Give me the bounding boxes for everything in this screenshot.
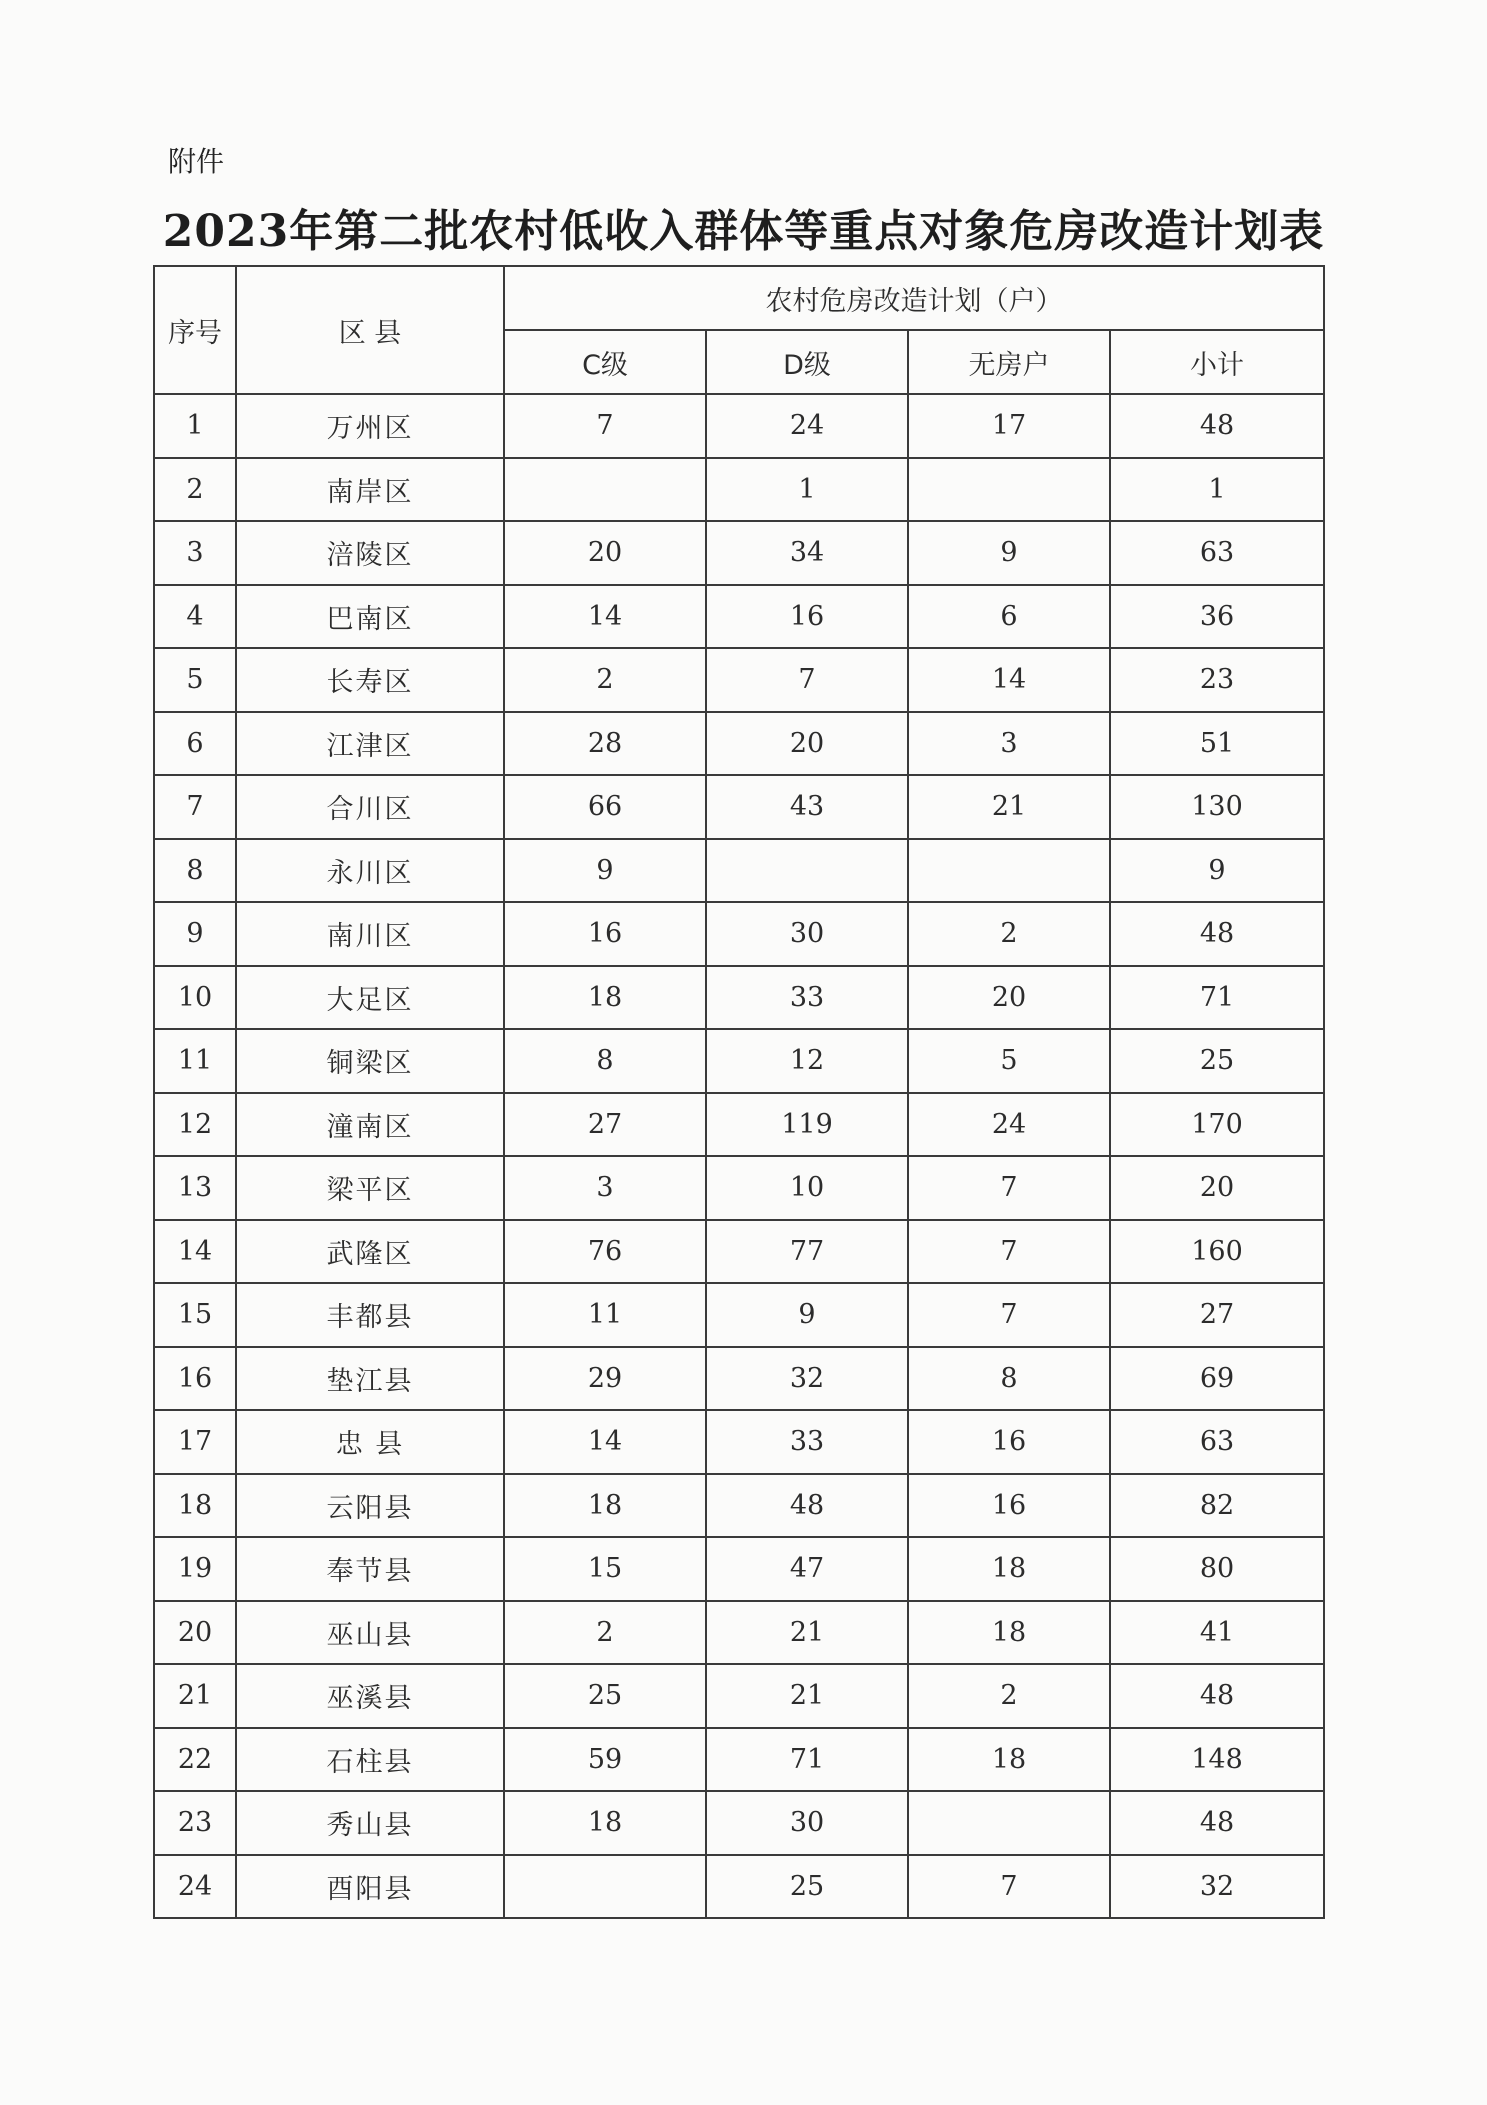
cell-d-level: 119 — [706, 1093, 908, 1157]
cell-index: 10 — [154, 966, 236, 1030]
cell-no-house — [908, 458, 1110, 522]
cell-county: 云阳县 — [236, 1474, 504, 1538]
header-no-house: 无房户 — [908, 330, 1110, 394]
cell-c-level: 8 — [504, 1029, 706, 1093]
cell-county: 奉节县 — [236, 1537, 504, 1601]
cell-county: 梁平区 — [236, 1156, 504, 1220]
cell-county: 酉阳县 — [236, 1855, 504, 1919]
cell-c-level: 3 — [504, 1156, 706, 1220]
cell-c-level: 18 — [504, 1474, 706, 1538]
cell-no-house: 3 — [908, 712, 1110, 776]
cell-no-house: 6 — [908, 585, 1110, 649]
cell-d-level: 34 — [706, 521, 908, 585]
page-title: 2023年第二批农村低收入群体等重点对象危房改造计划表 — [162, 206, 1325, 257]
cell-subtotal: 69 — [1110, 1347, 1324, 1411]
cell-d-level: 21 — [706, 1664, 908, 1728]
cell-no-house — [908, 839, 1110, 903]
header-county: 区 县 — [236, 266, 504, 394]
cell-d-level: 24 — [706, 394, 908, 458]
cell-d-level: 30 — [706, 902, 908, 966]
cell-subtotal: 71 — [1110, 966, 1324, 1030]
cell-d-level: 48 — [706, 1474, 908, 1538]
renovation-plan-table — [153, 265, 1325, 1919]
cell-d-level: 21 — [706, 1601, 908, 1665]
cell-c-level — [504, 1855, 706, 1919]
cell-d-level: 71 — [706, 1728, 908, 1792]
cell-county: 丰都县 — [236, 1283, 504, 1347]
cell-county: 石柱县 — [236, 1728, 504, 1792]
cell-c-level: 18 — [504, 966, 706, 1030]
cell-c-level: 2 — [504, 1601, 706, 1665]
table-row — [154, 1728, 1324, 1792]
cell-no-house: 20 — [908, 966, 1110, 1030]
table-row — [154, 1601, 1324, 1665]
cell-d-level: 10 — [706, 1156, 908, 1220]
cell-index: 20 — [154, 1601, 236, 1665]
cell-subtotal: 63 — [1110, 1410, 1324, 1474]
cell-index: 16 — [154, 1347, 236, 1411]
cell-index: 5 — [154, 648, 236, 712]
table-row — [154, 1283, 1324, 1347]
cell-index: 11 — [154, 1029, 236, 1093]
cell-subtotal: 63 — [1110, 521, 1324, 585]
cell-c-level: 18 — [504, 1791, 706, 1855]
cell-d-level: 1 — [706, 458, 908, 522]
cell-subtotal: 130 — [1110, 775, 1324, 839]
cell-no-house: 7 — [908, 1220, 1110, 1284]
cell-county: 武隆区 — [236, 1220, 504, 1284]
cell-c-level: 59 — [504, 1728, 706, 1792]
cell-c-level: 28 — [504, 712, 706, 776]
cell-no-house: 21 — [908, 775, 1110, 839]
cell-county: 长寿区 — [236, 648, 504, 712]
cell-no-house: 9 — [908, 521, 1110, 585]
cell-no-house: 16 — [908, 1474, 1110, 1538]
cell-no-house — [908, 1791, 1110, 1855]
cell-subtotal: 23 — [1110, 648, 1324, 712]
table-row — [154, 394, 1324, 458]
cell-county: 江津区 — [236, 712, 504, 776]
cell-no-house: 2 — [908, 1664, 1110, 1728]
cell-c-level: 27 — [504, 1093, 706, 1157]
table-row — [154, 712, 1324, 776]
cell-subtotal: 1 — [1110, 458, 1324, 522]
table-row — [154, 966, 1324, 1030]
cell-county: 巴南区 — [236, 585, 504, 649]
table-row — [154, 1474, 1324, 1538]
cell-c-level: 9 — [504, 839, 706, 903]
attachment-label: 附件 — [168, 145, 225, 178]
cell-index: 24 — [154, 1855, 236, 1919]
cell-index: 23 — [154, 1791, 236, 1855]
cell-c-level — [504, 458, 706, 522]
cell-subtotal: 160 — [1110, 1220, 1324, 1284]
cell-no-house: 14 — [908, 648, 1110, 712]
cell-subtotal: 20 — [1110, 1156, 1324, 1220]
cell-no-house: 18 — [908, 1537, 1110, 1601]
cell-index: 1 — [154, 394, 236, 458]
cell-no-house: 18 — [908, 1728, 1110, 1792]
cell-c-level: 66 — [504, 775, 706, 839]
table-row — [154, 902, 1324, 966]
cell-d-level: 43 — [706, 775, 908, 839]
table-row — [154, 458, 1324, 522]
table-row — [154, 1156, 1324, 1220]
cell-subtotal: 148 — [1110, 1728, 1324, 1792]
header-d-level: D级 — [706, 330, 908, 394]
cell-index: 22 — [154, 1728, 236, 1792]
cell-c-level: 14 — [504, 585, 706, 649]
cell-subtotal: 48 — [1110, 394, 1324, 458]
cell-no-house: 16 — [908, 1410, 1110, 1474]
table-row — [154, 1220, 1324, 1284]
header-c-level: C级 — [504, 330, 706, 394]
cell-d-level: 12 — [706, 1029, 908, 1093]
cell-d-level: 30 — [706, 1791, 908, 1855]
cell-d-level: 33 — [706, 966, 908, 1030]
cell-county: 大足区 — [236, 966, 504, 1030]
cell-c-level: 7 — [504, 394, 706, 458]
cell-d-level: 25 — [706, 1855, 908, 1919]
cell-county: 合川区 — [236, 775, 504, 839]
header-index: 序号 — [154, 266, 236, 394]
cell-county: 铜梁区 — [236, 1029, 504, 1093]
table-row — [154, 585, 1324, 649]
cell-subtotal: 36 — [1110, 585, 1324, 649]
table-row — [154, 1791, 1324, 1855]
table-row — [154, 1347, 1324, 1411]
table-row — [154, 521, 1324, 585]
cell-c-level: 25 — [504, 1664, 706, 1728]
cell-county: 垫江县 — [236, 1347, 504, 1411]
cell-subtotal: 82 — [1110, 1474, 1324, 1538]
cell-county: 巫溪县 — [236, 1664, 504, 1728]
cell-county: 南川区 — [236, 902, 504, 966]
cell-index: 18 — [154, 1474, 236, 1538]
cell-subtotal: 27 — [1110, 1283, 1324, 1347]
table-row — [154, 1664, 1324, 1728]
cell-index: 2 — [154, 458, 236, 522]
cell-subtotal: 48 — [1110, 1664, 1324, 1728]
cell-d-level: 7 — [706, 648, 908, 712]
cell-index: 14 — [154, 1220, 236, 1284]
cell-subtotal: 32 — [1110, 1855, 1324, 1919]
cell-county: 忠 县 — [236, 1410, 504, 1474]
cell-no-house: 7 — [908, 1156, 1110, 1220]
cell-county: 潼南区 — [236, 1093, 504, 1157]
cell-subtotal: 170 — [1110, 1093, 1324, 1157]
cell-county: 万州区 — [236, 394, 504, 458]
cell-no-house: 24 — [908, 1093, 1110, 1157]
cell-index: 15 — [154, 1283, 236, 1347]
cell-index: 7 — [154, 775, 236, 839]
cell-no-house: 7 — [908, 1855, 1110, 1919]
cell-index: 9 — [154, 902, 236, 966]
cell-subtotal: 80 — [1110, 1537, 1324, 1601]
header-subtotal: 小计 — [1110, 330, 1324, 394]
table-row — [154, 1410, 1324, 1474]
cell-subtotal: 9 — [1110, 839, 1324, 903]
cell-no-house: 8 — [908, 1347, 1110, 1411]
table-row — [154, 1537, 1324, 1601]
cell-no-house: 17 — [908, 394, 1110, 458]
cell-d-level: 16 — [706, 585, 908, 649]
cell-index: 19 — [154, 1537, 236, 1601]
cell-county: 巫山县 — [236, 1601, 504, 1665]
cell-no-house: 5 — [908, 1029, 1110, 1093]
cell-subtotal: 51 — [1110, 712, 1324, 776]
cell-d-level: 32 — [706, 1347, 908, 1411]
cell-c-level: 2 — [504, 648, 706, 712]
cell-d-level: 33 — [706, 1410, 908, 1474]
cell-county: 永川区 — [236, 839, 504, 903]
cell-d-level: 20 — [706, 712, 908, 776]
cell-no-house: 7 — [908, 1283, 1110, 1347]
cell-index: 12 — [154, 1093, 236, 1157]
cell-no-house: 18 — [908, 1601, 1110, 1665]
cell-index: 8 — [154, 839, 236, 903]
table-row — [154, 648, 1324, 712]
cell-index: 4 — [154, 585, 236, 649]
cell-c-level: 76 — [504, 1220, 706, 1284]
table-row — [154, 1093, 1324, 1157]
cell-county: 南岸区 — [236, 458, 504, 522]
cell-d-level: 77 — [706, 1220, 908, 1284]
cell-subtotal: 41 — [1110, 1601, 1324, 1665]
table-row — [154, 775, 1324, 839]
cell-index: 13 — [154, 1156, 236, 1220]
header-plan-group: 农村危房改造计划（户） — [504, 266, 1324, 330]
table-row — [154, 1855, 1324, 1919]
cell-c-level: 11 — [504, 1283, 706, 1347]
cell-index: 6 — [154, 712, 236, 776]
cell-c-level: 20 — [504, 521, 706, 585]
cell-d-level: 9 — [706, 1283, 908, 1347]
cell-subtotal: 48 — [1110, 1791, 1324, 1855]
cell-d-level — [706, 839, 908, 903]
cell-c-level: 16 — [504, 902, 706, 966]
cell-c-level: 15 — [504, 1537, 706, 1601]
cell-index: 17 — [154, 1410, 236, 1474]
cell-index: 21 — [154, 1664, 236, 1728]
cell-c-level: 14 — [504, 1410, 706, 1474]
cell-county: 秀山县 — [236, 1791, 504, 1855]
table-row — [154, 839, 1324, 903]
cell-c-level: 29 — [504, 1347, 706, 1411]
cell-index: 3 — [154, 521, 236, 585]
cell-county: 涪陵区 — [236, 521, 504, 585]
cell-d-level: 47 — [706, 1537, 908, 1601]
cell-subtotal: 25 — [1110, 1029, 1324, 1093]
table-row — [154, 1029, 1324, 1093]
cell-no-house: 2 — [908, 902, 1110, 966]
cell-subtotal: 48 — [1110, 902, 1324, 966]
